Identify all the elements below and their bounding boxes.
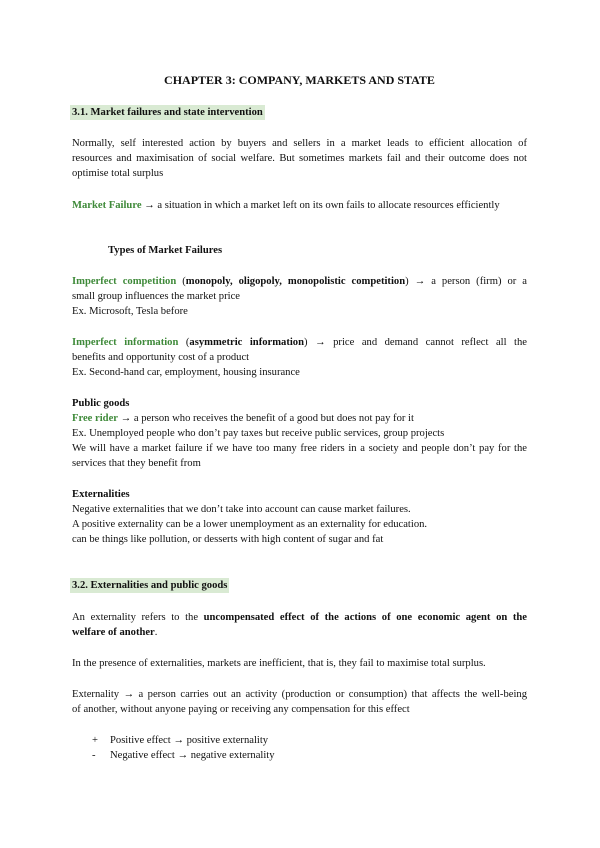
chapter-title: CHAPTER 3: COMPANY, MARKETS AND STATE [164,73,435,87]
inefficiency-paragraph [72,656,527,671]
intro-line-2: resources and maximisation of social welfare. But sometimes markets fail and their outcome does not [72,153,527,164]
types-heading: Types of Market Failures [108,245,223,256]
market-failure-definition [72,198,527,213]
externalities-line-3: can be things like pollution, or desserts with high content of sugar and fat [72,534,384,545]
market-failure-term: Market Failure [72,200,142,211]
imperfect-information-line-2: benefits and opportunity cost of a product [72,352,250,363]
imperfect-information-term: Imperfect information [72,337,179,348]
imperfect-competition-types: monopoly, oligopoly, monopolistic competition [185,276,406,287]
externality-def-lead: An externality refers to the [72,612,204,623]
effects-list [92,733,275,763]
public-goods-heading: Public goods [72,398,130,409]
intro-paragraph [72,136,527,181]
inefficiency-text: In the presence of externalities, markets are inefficient, that is, they fail to maximise total surplus. [72,658,486,669]
externalities-block [72,487,527,547]
negative-effect-text: Negative effect → negative externality [110,750,275,761]
imperfect-information-def: → price and demand cannot reflect all the [307,337,527,348]
imperfect-information-example: Ex. Second-hand car, employment, housing insurance [72,367,300,378]
free-rider-line-1: We will have a market failure if we have too many free riders in a society and people don’t pay for the [72,443,527,454]
imperfect-competition-term: Imperfect competition [72,276,177,287]
market-failure-def: → a situation in which a market left on its own fails to allocate resources efficiently [141,200,500,211]
imperfect-information-type: asymmetric information [189,337,304,348]
free-rider-term: Free rider [72,413,118,424]
section-1-heading-wrap [72,105,527,120]
free-rider-def: → a person who receives the benefit of a good but does not pay for it [117,413,414,424]
externality-def-bold-1: uncompensated effect of the actions of one economic agent on the [203,612,527,623]
positive-effect-text: Positive effect → positive externality [110,735,269,746]
intro-line-3: optimise total surplus [72,168,164,179]
imperfect-competition-def: → a person (firm) or a [408,276,527,287]
section-2-heading-wrap [72,578,527,593]
section-2-heading: 3.2. Externalities and public goods [72,580,228,591]
free-rider-example: Ex. Unemployed people who don’t pay taxes but receive public services, group projects [72,428,445,439]
externality-arrow-line-1: Externality → a person carries out an activity (production or consumption) that affects the well-being [72,689,527,700]
plus-bullet: + [92,735,98,746]
free-rider-line-2: services that they benefit from [72,458,201,469]
externalities-heading: Externalities [72,489,130,500]
externality-arrow-paragraph [72,687,527,717]
public-goods-block [72,396,527,471]
section-1-heading: 3.1. Market failures and state intervention [72,107,263,118]
imperfect-competition-line-2: small group influences the market price [72,291,240,302]
externality-arrow-line-2: of another, without anyone paying or receiving any compensation for this effect [72,704,410,715]
externality-definition-paragraph [72,610,527,640]
intro-line-1: Normally, self interested action by buyers and sellers in a market leads to efficient allocation of [72,138,527,149]
externality-def-end: . [154,627,158,638]
imperfect-competition-example: Ex. Microsoft, Tesla before [72,306,188,317]
imperfect-information-block: Imperfect information (asymmetric information) → price and demand cannot reflect all the benefits and opportunity cost of a product Ex. Second-hand car, employment, housing insurance [72,337,527,378]
list-item [92,733,275,748]
list-item [92,748,275,763]
minus-bullet: - [92,750,96,761]
externality-def-bold-2: welfare of another [72,627,155,638]
externalities-line-1: Negative externalities that we don’t take into account can cause market failures. [72,504,411,515]
externalities-line-2: A positive externality can be a lower unemployment as an externality for education. [72,519,428,530]
imperfect-competition-block: Imperfect competition (monopoly, oligopoly, monopolistic competition) → a person (firm) or a small group influences the market price Ex. Microsoft, Tesla before [72,276,527,317]
